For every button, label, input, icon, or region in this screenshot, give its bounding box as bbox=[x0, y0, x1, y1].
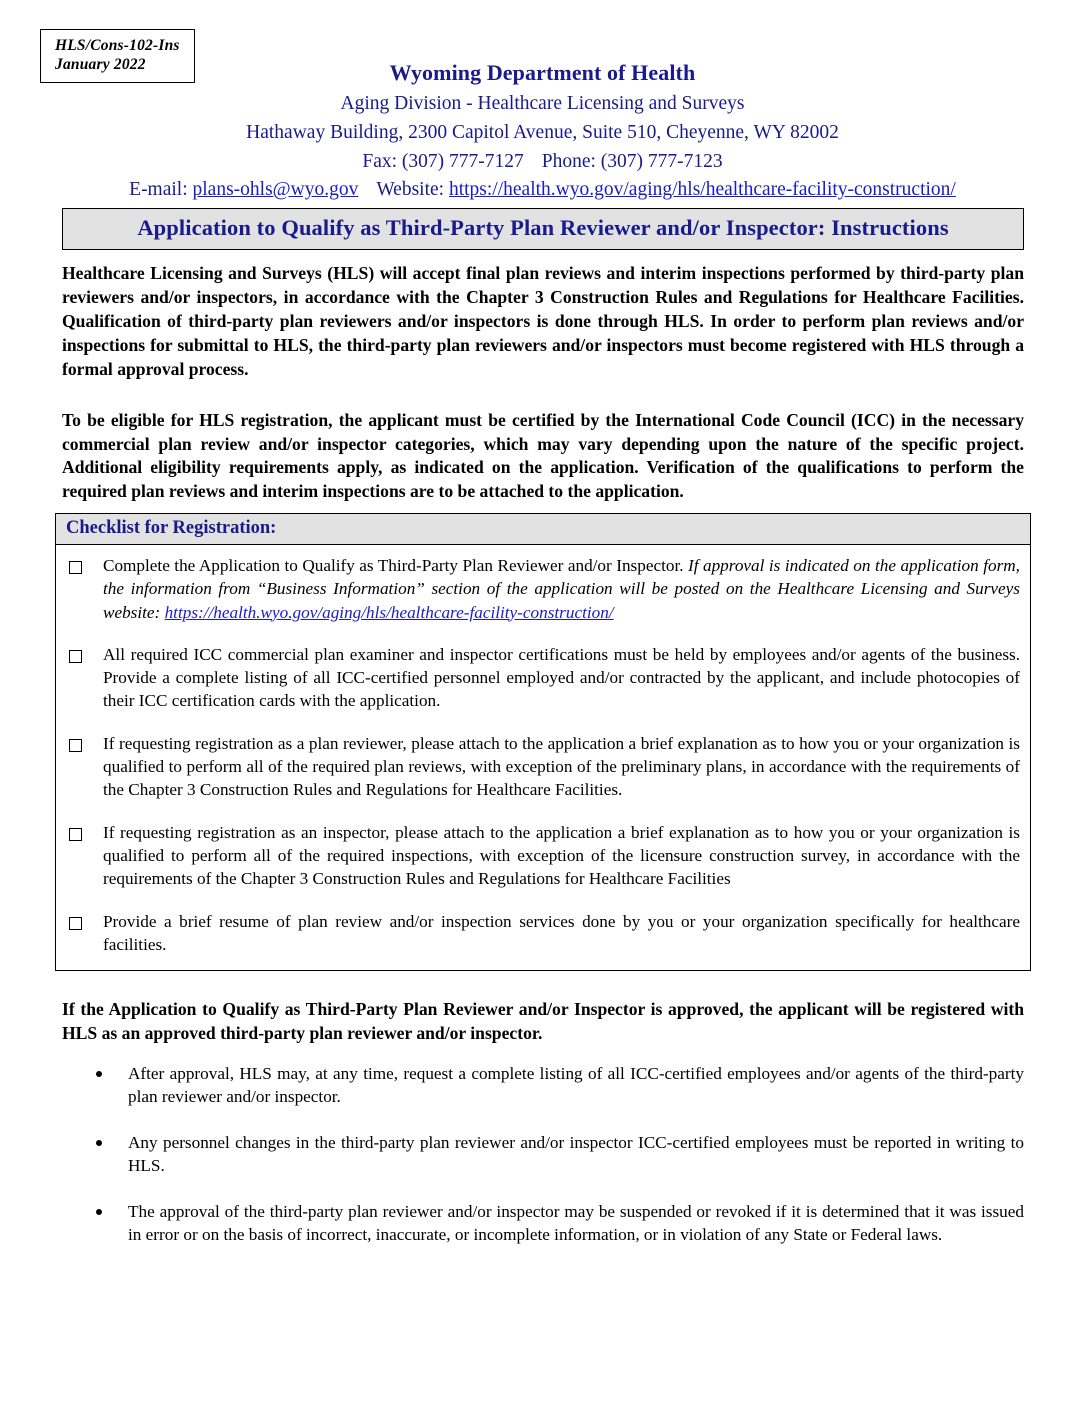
list-item bbox=[96, 1062, 1024, 1109]
bullet-icon bbox=[96, 1140, 102, 1146]
form-number-box bbox=[40, 29, 195, 83]
checklist-heading: Checklist for Registration: bbox=[56, 514, 1030, 545]
list-item-text: Any personnel changes in the third-party plan reviewer and/or inspector ICC-certified employees must be reported in writing to HLS. bbox=[128, 1132, 1024, 1176]
approval-paragraph: If the Application to Qualify as Third-Party Plan Reviewer and/or Inspector is approved, the applicant will be registered with HLS as an approved third-party plan reviewer and/or inspector. bbox=[62, 999, 1024, 1044]
email-link[interactable]: plans-ohls@wyo.gov bbox=[192, 179, 359, 201]
intro-paragraph-1: Healthcare Licensing and Surveys (HLS) will accept final plan reviews and interim inspections performed by third-party plan reviewers and/or inspectors, in accordance with the Chapter 3 Construction Rules and Regulations for Healthcare Facilities. Qualification of third-party plan reviewers and/or inspectors is done through HLS. In order to perform plan reviews and/or inspections for submittal to HLS, the third-party plan reviewers and/or inspectors must become registered with HLS through a formal approval process. bbox=[62, 263, 1024, 379]
organization-name: Wyoming Department of Health bbox=[389, 60, 696, 85]
bullet-list bbox=[96, 1062, 1024, 1268]
list-item bbox=[96, 1200, 1024, 1247]
form-code: HLS/Cons-102-Ins bbox=[55, 37, 180, 54]
list-item-text: The approval of the third-party plan reviewer and/or inspector may be suspended or revoked if it is determined that it was issued in error or on the basis of incorrect, inaccurate, or incomplete information, or in violation of any State or Federal laws. bbox=[128, 1201, 1024, 1244]
checklist-items bbox=[56, 545, 1030, 970]
checklist-item-link[interactable]: https://health.wyo.gov/aging/hls/healthcare-facility-construction/ bbox=[164, 602, 614, 622]
checklist-item-lead: Complete the Application to Qualify as Third-Party Plan Reviewer and/or Inspector. bbox=[103, 556, 689, 575]
bullet-icon bbox=[96, 1071, 102, 1077]
checkbox-icon[interactable] bbox=[69, 828, 82, 841]
checklist-item-text: Provide a brief resume of plan review and/or inspection services done by you or your organization specifically for healthcare facilities. bbox=[103, 911, 1020, 954]
list-item bbox=[96, 1131, 1024, 1178]
division-name: Aging Division - Healthcare Licensing and Surveys bbox=[340, 93, 745, 115]
checklist-item-italic: If approval is indicated on the application form, the information from “Business Information” section of the application will be posted on the Healthcare Licensing and Surveys website: bbox=[103, 556, 1020, 622]
checklist-item[interactable] bbox=[64, 643, 1020, 713]
bullet-icon bbox=[96, 1209, 102, 1215]
checklist-item-text bbox=[103, 554, 1020, 624]
checkbox-icon[interactable] bbox=[69, 739, 82, 752]
page-title: Application to Qualify as Third-Party Plan Reviewer and/or Inspector: Instructions bbox=[62, 208, 1024, 250]
checklist-item[interactable] bbox=[64, 910, 1020, 957]
contact-line bbox=[0, 177, 1085, 203]
intro-section bbox=[62, 262, 1024, 504]
checklist-item[interactable] bbox=[64, 554, 1020, 624]
intro-paragraph-2: To be eligible for HLS registration, the applicant must be certified by the International Code Council (ICC) in the necessary commercial plan review and/or inspector categories, which may vary depending upon the nature of the specific project. Additional eligibility requirements apply, as indicated on the application. Verification of the qualifications to perform the required plan reviews and interim inspections are to be attached to the application. bbox=[62, 409, 1024, 502]
list-item-text: After approval, HLS may, at any time, request a complete listing of all ICC-certified employees and/or agents of the third-party plan reviewer and/or inspector. bbox=[128, 1064, 1024, 1107]
form-date: January 2022 bbox=[55, 56, 146, 74]
checklist-box bbox=[55, 513, 1031, 971]
phone-number: Phone: (307) 777-7123 bbox=[541, 150, 723, 172]
website-label: Website: bbox=[376, 179, 445, 201]
checklist-item[interactable] bbox=[64, 732, 1020, 802]
mailing-address: Hathaway Building, 2300 Capitol Avenue, Suite 510, Cheyenne, WY 82002 bbox=[246, 121, 839, 143]
checkbox-icon[interactable] bbox=[69, 561, 82, 574]
checklist-item-text: If requesting registration as a plan reviewer, please attach to the application a brief explanation as to how you or your organization is qualified to perform all of the required plan reviews, with exception of the preliminary plans, in accordance with the requirements of the Chapter 3 Construction Rules and Regulations for Healthcare Facilities. bbox=[103, 733, 1020, 800]
checkbox-icon[interactable] bbox=[69, 917, 82, 930]
checklist-item[interactable] bbox=[64, 821, 1020, 891]
checklist-item-text: All required ICC commercial plan examiner and inspector certifications must be held by employees and/or agents of the business. Provide a complete listing of all ICC-certified personnel employed and/or contracted by the applicant, and include photocopies of their ICC certification cards with the application. bbox=[103, 644, 1020, 711]
checkbox-icon[interactable] bbox=[69, 650, 82, 663]
fax-phone-line bbox=[0, 149, 1085, 175]
checklist-item-text: If requesting registration as an inspector, please attach to the application a brief explanation as to how you or your organization is qualified to perform all of the required inspections, with exception of the licensure construction survey, in accordance with the requirements of the Chapter 3 Construction Rules and Regulations for Healthcare Facilities bbox=[103, 822, 1020, 889]
email-label: E-mail: bbox=[129, 179, 188, 201]
website-link[interactable]: https://health.wyo.gov/aging/hls/healthcare-facility-construction/ bbox=[448, 179, 956, 201]
fax-number: Fax: (307) 777-7127 bbox=[362, 150, 524, 172]
